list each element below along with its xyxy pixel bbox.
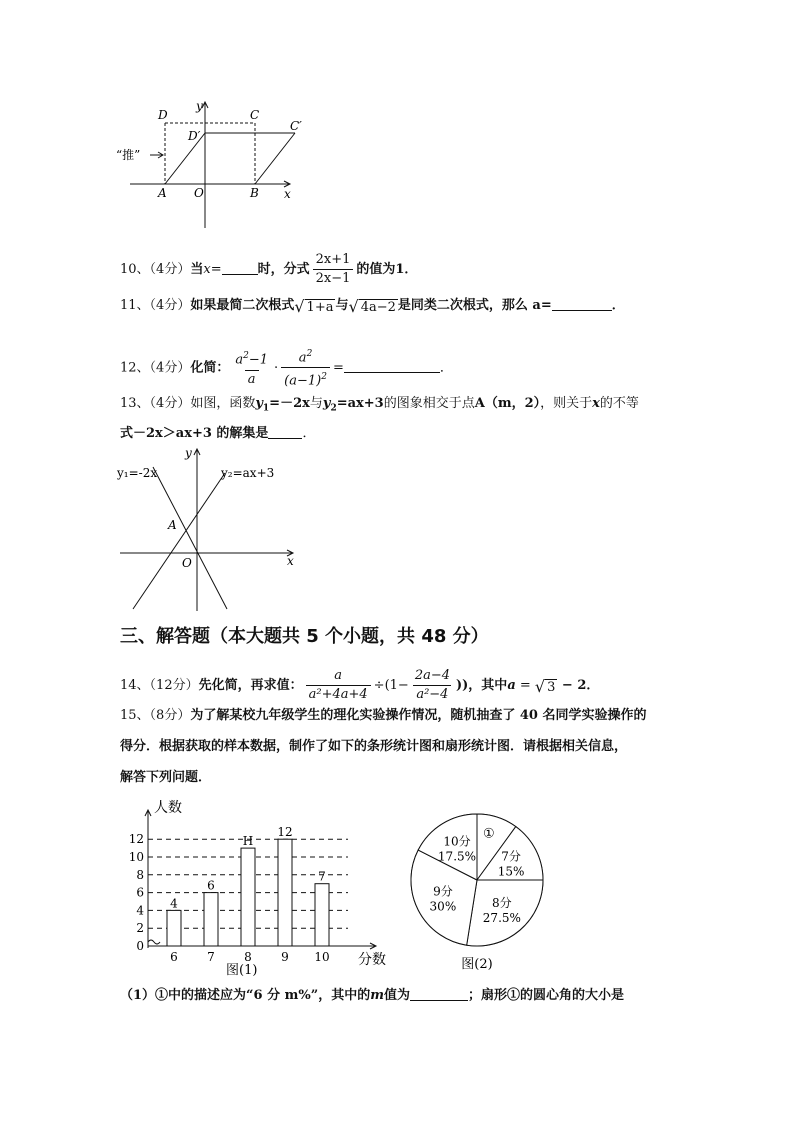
bar-value-label: H (242, 834, 254, 849)
x-axis-label: 分数 (358, 952, 386, 968)
bar-value-label: 6 (207, 878, 215, 893)
push-label: “推” (116, 148, 141, 162)
y-tick-label: 8 (136, 867, 144, 882)
label-A: A (168, 518, 177, 532)
answer-blank (268, 424, 302, 439)
axis-break (148, 940, 160, 944)
fraction: $\frac{2a-4}{\text{a²−4}}$ (414, 668, 450, 702)
bar-chart (118, 798, 388, 978)
question-15-line2: 得分．根据获取的样本数据，制作了如下的条形统计图和扇形统计图．请根据相关信息， (120, 739, 628, 754)
slice-percent: 30% (429, 899, 457, 914)
label-x: x (284, 187, 291, 201)
slice-label: 7分 (501, 849, 521, 864)
answer-blank (552, 296, 612, 311)
x-tick-label: 7 (207, 950, 215, 964)
label-B: B (250, 186, 259, 200)
answer-blank (344, 358, 440, 373)
label-O: O (194, 186, 204, 200)
slice-label: 9分 (433, 884, 453, 899)
radical: √ 4a−2 (348, 297, 396, 316)
answer-blank (410, 986, 468, 1001)
label-C-prime: C′ (290, 119, 302, 133)
bar-value-label: 7 (318, 869, 326, 884)
question-11: 11、（4分）如果最简二次根式 √ 1+a 与 √ 4a−2 是同类二次根式，那么 a= ． (120, 297, 625, 316)
section-heading: 三、解答题（本大题共 5 个小题，共 48 分） (120, 626, 489, 647)
bar-value-label: 4 (170, 896, 178, 911)
slice-label: ① (483, 826, 495, 842)
label-D-prime: D′ (188, 129, 201, 143)
chart-caption: 图(2) (461, 957, 493, 972)
slice-label: 8分 (492, 896, 512, 911)
question-14: 14、（12分）先化简，再求值： $\frac{a}{\text{a²+4a+4}}$ ÷(1− $\frac{2a-4}{\text{a²−4}}$ ))，其中a = √ 3 − 2． (120, 668, 600, 702)
y-tick-label: 6 (136, 885, 144, 900)
bar (278, 839, 292, 946)
label-O: O (182, 556, 192, 570)
answer-blank (222, 260, 258, 275)
pie-chart (405, 808, 555, 973)
label-x: x (287, 554, 294, 568)
label-C: C (250, 108, 260, 122)
question-10: 10、（4分）当x= 时，分式 $\frac{2x+1}{2x-1}$ 的值为1． (120, 252, 418, 286)
radical: √ 3 (534, 677, 556, 696)
y-tick-label: 12 (128, 832, 144, 847)
slice-label: 10分 (443, 834, 471, 849)
question-15: 15、（8分）为了解某校九年级学生的理化实验操作情况，随机抽查了 40 名同学实验操作的 (120, 708, 647, 723)
y-axis-label: 人数 (154, 800, 182, 816)
y-tick-label: 10 (128, 850, 144, 864)
y-tick-label: 2 (136, 921, 144, 936)
question-13: 13、（4分）如图，函数$y_1=-2x$与$y_2=ax+3$的图象相交于点A（m，2），则关于x的不等 (120, 396, 639, 414)
label-y: y (196, 99, 203, 113)
bar-value-label: 12 (277, 825, 293, 840)
bar (204, 893, 218, 946)
lines-figure (115, 445, 300, 615)
question-12: 12、（4分）化简： $\frac{a^2-1}{a}$ · $\frac{a^2}{(a-1)^2}$ = ． (120, 346, 453, 390)
y-tick-label: 4 (136, 903, 144, 918)
label-D: D (158, 108, 168, 122)
question-15-part1: （1）①中的描述应为“6 分 m%”，其中的m值为 ；扇形①的圆心角的大小是 (120, 988, 625, 1003)
fraction: $\frac{2x+1}{2x-1}$ (313, 252, 354, 287)
bar (167, 910, 181, 946)
fraction: $\frac{a}{\text{a²+4a+4}}$ (306, 668, 371, 703)
radical: √ 1+a (294, 297, 334, 316)
fraction: $\frac{a^2}{(a-1)^2}$ (281, 346, 330, 390)
slice-percent: 15% (497, 864, 525, 879)
parallelogram-figure (110, 98, 310, 233)
question-13-line2: 式－2x＞ax+3 的解集是 ． (120, 426, 316, 441)
y-tick-label: 0 (136, 939, 144, 953)
x-tick-label: 9 (281, 950, 289, 964)
y1-label: y₁=-2x (117, 466, 158, 480)
chart-caption: 图(1) (226, 963, 258, 978)
x-tick-label: 8 (244, 950, 252, 964)
slice-percent: 17.5% (437, 849, 477, 864)
label-A: A (158, 186, 167, 200)
slice-percent: 27.5% (482, 911, 521, 926)
bar (315, 884, 329, 946)
x-tick-label: 6 (170, 950, 178, 964)
y2-label: y₂=ax+3 (221, 466, 275, 480)
x-tick-label: 10 (314, 950, 330, 964)
label-y: y (185, 446, 192, 460)
fraction: $\frac{a^2-1}{a}$ (235, 351, 269, 387)
question-15-line3: 解答下列问题． (120, 770, 212, 785)
bar (241, 848, 255, 946)
